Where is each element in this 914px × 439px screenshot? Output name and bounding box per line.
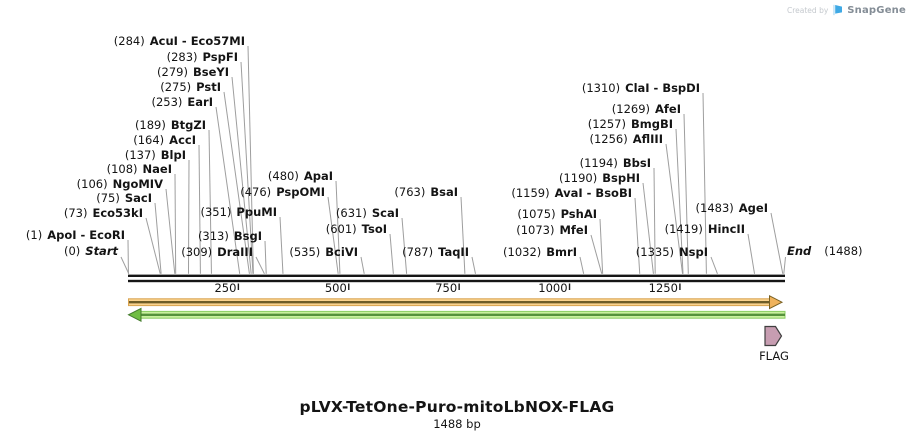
- site-label-ApoI[interactable]: [26, 229, 125, 242]
- site-enzyme-name: BciVI: [325, 245, 358, 259]
- leader-line: [390, 234, 393, 274]
- site-label-BsgI[interactable]: [198, 230, 262, 243]
- site-enzyme-name: AcuI - Eco57MI: [149, 34, 245, 48]
- site-label-NspI[interactable]: [636, 246, 708, 259]
- site-label-BmrI[interactable]: [503, 246, 577, 259]
- site-label-PspOMI[interactable]: [240, 186, 325, 199]
- site-position: (1483): [695, 201, 734, 215]
- snapgene-logo-icon: [832, 4, 843, 16]
- site-label-TaqII[interactable]: [402, 246, 469, 259]
- site-label-AvaI[interactable]: [511, 187, 632, 200]
- site-enzyme-name: BbsI: [622, 156, 651, 170]
- flag-feature-label[interactable]: FLAG: [759, 349, 789, 363]
- site-position: (480): [267, 169, 299, 183]
- site-enzyme-name: BmrI: [546, 245, 577, 259]
- site-enzyme-name: ApaI: [303, 169, 333, 183]
- site-position: (787): [402, 245, 434, 259]
- site-position: (108): [106, 162, 138, 176]
- site-label-PpuMI[interactable]: [200, 206, 277, 219]
- site-position: (351): [200, 205, 232, 219]
- site-enzyme-name: AgeI: [738, 201, 768, 215]
- site-enzyme-name: BspHI: [602, 171, 640, 185]
- leader-line: [771, 213, 783, 274]
- site-label-AfeI[interactable]: [612, 103, 681, 116]
- site-label-BlpI[interactable]: [125, 149, 186, 162]
- site-enzyme-name: BseYI: [192, 65, 229, 79]
- site-position: (535): [289, 245, 321, 259]
- created-by-text: Created by: [787, 5, 829, 15]
- ruler-tick-label: 500: [324, 281, 347, 295]
- site-position: (1256): [589, 132, 628, 146]
- ruler-tick-label: 750: [435, 281, 458, 295]
- forward-arrowhead: [770, 296, 783, 309]
- site-enzyme-name: BsgI: [233, 229, 262, 243]
- site-label-BbsI[interactable]: [580, 157, 651, 170]
- site-enzyme-name: NspI: [679, 245, 708, 259]
- site-label-AccI[interactable]: [133, 134, 196, 147]
- site-position: (476): [240, 185, 272, 199]
- site-enzyme-name: BtgZI: [170, 118, 206, 132]
- site-label-NaeI[interactable]: [107, 163, 172, 176]
- site-position: (253): [151, 95, 183, 109]
- site-enzyme-name: DraIII: [217, 245, 253, 259]
- site-position: (189): [134, 118, 166, 132]
- leader-line: [748, 234, 755, 274]
- site-enzyme-name: NgoMIV: [112, 177, 163, 191]
- site-enzyme-name: EarI: [187, 95, 213, 109]
- site-position: (763): [394, 185, 426, 199]
- site-position: (1310): [581, 81, 621, 95]
- leader-line: [256, 257, 264, 274]
- site-enzyme-name: ApoI - EcoRI: [47, 228, 125, 242]
- site-position: (284): [113, 34, 145, 48]
- site-label-Eco53kI[interactable]: [64, 207, 143, 220]
- site-position: (75): [96, 191, 120, 205]
- site-label-EarI[interactable]: [151, 96, 213, 109]
- leader-line: [361, 257, 364, 274]
- site-position: (1257): [587, 117, 626, 131]
- site-label-PstI[interactable]: [160, 81, 221, 94]
- site-enzyme-name: BmgBI: [630, 117, 673, 131]
- leader-line: [175, 174, 176, 274]
- site-position: (1190): [559, 171, 598, 185]
- leader-line: [265, 241, 266, 274]
- end-label[interactable]: End (1488): [787, 244, 863, 258]
- start-label[interactable]: (0) Start: [63, 244, 118, 258]
- site-enzyme-name: NaeI: [142, 162, 172, 176]
- site-position: (275): [160, 80, 192, 94]
- site-label-ApaI[interactable]: [268, 170, 333, 183]
- site-label-AgeI[interactable]: [696, 202, 768, 215]
- leader-line: [635, 198, 640, 274]
- ruler-tick-label: 1000: [538, 281, 568, 295]
- leader-line: [784, 257, 786, 274]
- site-label-HincII[interactable]: [665, 223, 745, 236]
- site-enzyme-name: MfeI: [559, 223, 588, 237]
- site-position: (1075): [517, 207, 556, 221]
- site-enzyme-name: PshAI: [560, 207, 597, 221]
- snapgene-watermark: [787, 4, 906, 16]
- ruler-tick-label: 1250: [648, 281, 678, 295]
- leader-line: [472, 257, 475, 274]
- site-enzyme-name: SacI: [124, 191, 152, 205]
- forward-strand-arrow[interactable]: [129, 296, 783, 309]
- site-position: (164): [133, 133, 165, 147]
- site-enzyme-name: PspFI: [202, 50, 238, 64]
- site-enzyme-name: AflIII: [632, 132, 663, 146]
- site-position: (283): [166, 50, 198, 64]
- site-enzyme-name: ScaI: [371, 206, 399, 220]
- site-label-TsoI[interactable]: [326, 223, 387, 236]
- snapgene-brand-text: SnapGene: [847, 4, 906, 16]
- site-position: (279): [157, 65, 188, 79]
- site-position: (631): [335, 206, 367, 220]
- map-length: 1488 bp: [433, 417, 481, 431]
- reverse-strand-arrow[interactable]: [129, 308, 786, 321]
- site-label-BsaI[interactable]: [394, 186, 458, 199]
- site-enzyme-name: TsoI: [361, 222, 387, 236]
- ruler-tick-marks: [238, 284, 680, 291]
- flag-feature-shape[interactable]: [765, 327, 782, 346]
- site-label-PshAI[interactable]: [517, 208, 597, 221]
- leader-line: [166, 189, 175, 274]
- site-enzyme-name: AccI: [169, 133, 196, 147]
- site-position: (1335): [635, 245, 675, 259]
- leader-line: [711, 257, 717, 274]
- site-enzyme-name: ClaI - BspDI: [625, 81, 700, 95]
- leader-line: [461, 197, 465, 274]
- leader-line: [280, 217, 283, 274]
- site-label-ClaI[interactable]: [582, 82, 700, 95]
- site-position: (73): [63, 206, 88, 220]
- site-position: (1073): [516, 223, 555, 237]
- site-position: (1159): [511, 186, 550, 200]
- site-position: (1): [25, 228, 43, 242]
- site-position: (309): [181, 245, 213, 259]
- leader-line: [146, 218, 160, 274]
- site-enzyme-name: BsaI: [430, 185, 458, 199]
- site-position: (1194): [579, 156, 618, 170]
- leader-line: [600, 219, 603, 274]
- leader-line: [591, 235, 602, 274]
- leader-line: [643, 183, 653, 274]
- site-label-PspFI[interactable]: [167, 51, 238, 64]
- reverse-arrowhead: [129, 308, 142, 321]
- ruler-tick-label: 250: [214, 281, 237, 295]
- site-enzyme-name: BlpI: [160, 148, 186, 162]
- site-label-NgoMIV[interactable]: [77, 178, 163, 191]
- site-label-DraIII[interactable]: [181, 246, 253, 259]
- leader-line: [121, 257, 129, 274]
- site-position: (1269): [611, 102, 651, 116]
- site-enzyme-name: PpuMI: [236, 205, 277, 219]
- site-label-BciVI[interactable]: [289, 246, 358, 259]
- site-label-BmgBI[interactable]: [588, 118, 673, 131]
- map-title: pLVX-TetOne-Puro-mitoLbNOX-FLAG: [299, 398, 615, 416]
- site-position: (106): [76, 177, 108, 191]
- site-enzyme-name: HincII: [707, 222, 745, 236]
- site-enzyme-name: AvaI - BsoBI: [554, 186, 632, 200]
- site-position: (313): [197, 229, 229, 243]
- site-label-ScaI[interactable]: [336, 207, 399, 220]
- site-label-AcuI[interactable]: [114, 35, 245, 48]
- site-position: (601): [325, 222, 357, 236]
- site-label-MfeI[interactable]: [516, 224, 588, 237]
- site-label-BseYI[interactable]: [157, 66, 229, 79]
- site-label-SacI[interactable]: [96, 192, 152, 205]
- leader-line: [580, 257, 584, 274]
- site-enzyme-name: PstI: [196, 80, 221, 94]
- site-enzyme-name: TaqII: [438, 245, 469, 259]
- site-position: (1032): [503, 245, 542, 259]
- site-label-AflIII[interactable]: [589, 133, 663, 146]
- leader-line: [155, 203, 161, 274]
- site-position: (137): [124, 148, 156, 162]
- site-enzyme-name: PspOMI: [276, 185, 325, 199]
- site-position: (1419): [664, 222, 703, 236]
- site-enzyme-name: Eco53kI: [92, 206, 143, 220]
- site-enzyme-name: AfeI: [655, 102, 681, 116]
- site-label-BtgZI[interactable]: [135, 119, 206, 132]
- site-label-BspHI[interactable]: [559, 172, 640, 185]
